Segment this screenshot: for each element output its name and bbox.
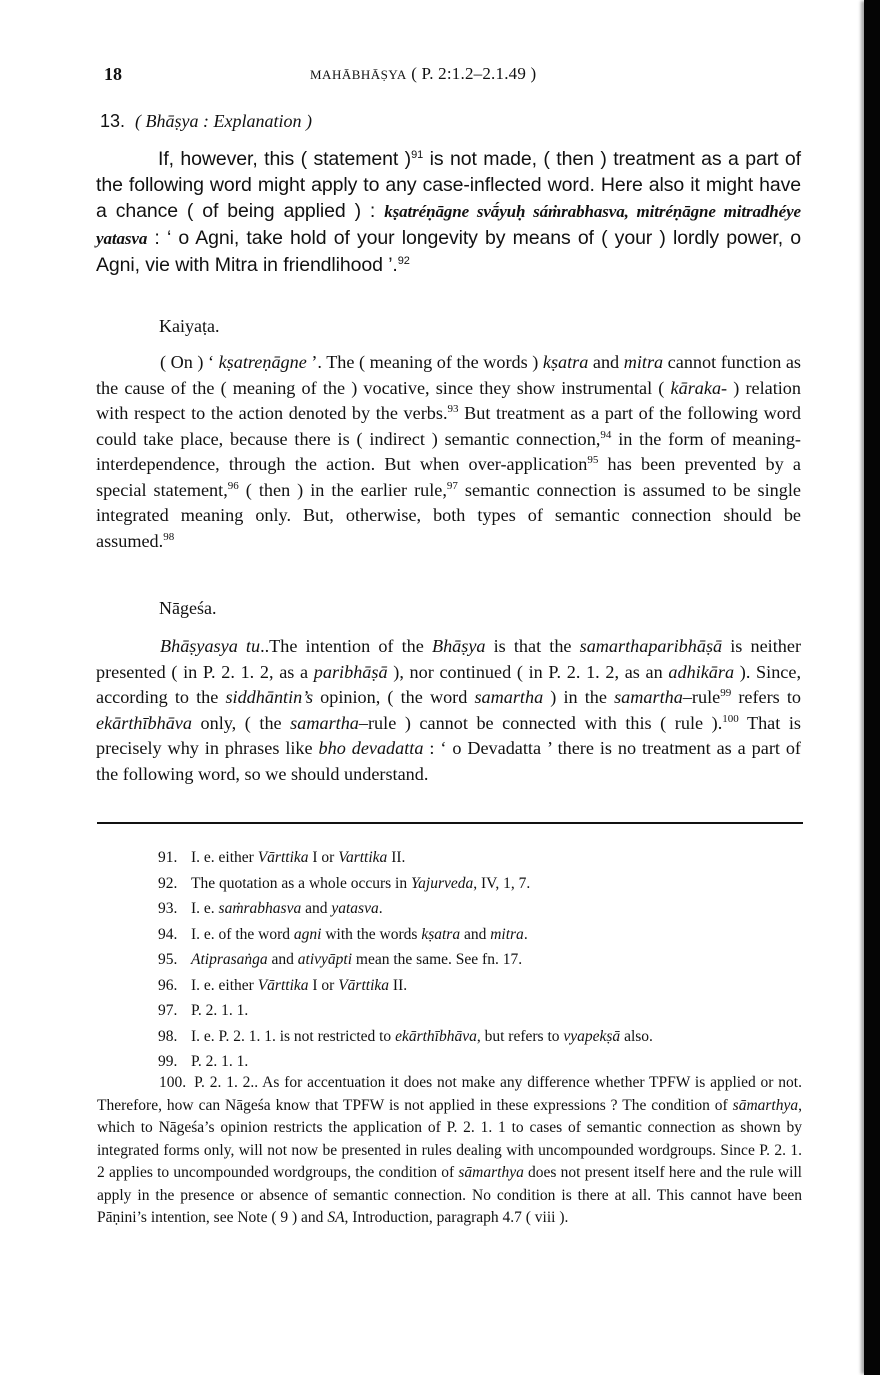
text: is that the [485, 636, 580, 656]
section-heading [100, 111, 312, 132]
footnote-97 [158, 998, 808, 1024]
term: samartha [474, 687, 544, 707]
term: siddhāntin’s [225, 687, 314, 707]
footnote-94 [158, 922, 808, 948]
footnote-number: 91. [158, 849, 178, 866]
text: and [588, 352, 624, 372]
text: If, however, this ( statement ) [158, 148, 412, 170]
footnote-93 [158, 896, 808, 922]
bhasya-paragraph [96, 146, 801, 278]
footnote-number: 98. [158, 1027, 178, 1045]
footnotes-list [158, 845, 808, 1075]
footnote-text: I. e. either Vārttika I or Vārttika II. [191, 976, 408, 994]
term: Bhāṣya [431, 636, 486, 656]
text: opinion, ( the word [313, 687, 475, 707]
footnote-98 [158, 1024, 808, 1050]
term: bho devadatta [318, 738, 424, 758]
term: Bhāṣyasya tu [160, 636, 261, 656]
text: ( then ) in the earlier rule, [238, 479, 447, 500]
footnote-number: 97. [158, 1002, 178, 1019]
footnote-ref-97[interactable]: 97 [446, 479, 458, 492]
text: ’. The ( meaning of the words ) [306, 352, 543, 372]
kaiyata-commentary [96, 350, 801, 554]
text: That is precisely why in phrases like [96, 712, 801, 758]
footnote-99 [158, 1049, 808, 1075]
nagesa-heading: Nāgeśa. [159, 598, 217, 618]
footnote-ref-98[interactable]: 98 [163, 530, 175, 543]
term: kṣatra [542, 352, 589, 372]
footnote-96 [158, 973, 808, 999]
footnote-text: The quotation as a whole occurs in Yajurveda, IV, 1, 7. [191, 874, 531, 892]
text: cannot function as the cause of the ( meaning of the ) vocative, since they show instrumental ( [96, 352, 802, 398]
term: SA [327, 1209, 345, 1226]
text: is neither presented ( in P. 2. 1. 2, as a [96, 636, 801, 682]
sutra-range: ( P. 2:1.2–2.1.49 ) [411, 64, 537, 83]
footnote-number: 92. [158, 874, 178, 892]
footnote-text: I. e. P. 2. 1. 1. is not restricted to ekārthībhāva, but refers to vyapekṣā also. [191, 1027, 653, 1045]
text: –rule [682, 687, 721, 707]
term: mitra [623, 352, 664, 372]
text: ( On ) ‘ [160, 352, 219, 372]
term: kāraka- [670, 377, 728, 398]
footnote-number: 100. [159, 1074, 187, 1091]
footnote-text: P. 2. 1. 1. [191, 1053, 249, 1070]
text: does not present itself here and the rule will apply in the presence or absence of semantic connection. No condition is there at all. This cannot have been Pāṇini’s intention, see Note ( 9 ) and [97, 1164, 802, 1226]
footnote-100 [97, 1072, 802, 1230]
scan-binding-shadow [864, 0, 880, 1375]
footnote-ref-93[interactable]: 93 [447, 403, 459, 415]
footnote-text: Atiprasaṅga and ativyāpti mean the same. See fn. 17. [191, 951, 523, 968]
text: semantic connection is assumed to be single integrated meaning only. But, otherwise, both types of semantic connection should be assumed. [96, 479, 801, 551]
footnote-number: 99. [158, 1053, 178, 1070]
text: –rule ) cannot be connected with this ( rule ). [358, 712, 723, 733]
footnote-ref-91[interactable]: 91 [411, 149, 424, 161]
term: sāmarthya [732, 1096, 799, 1114]
term: kṣatreṇāgne [218, 352, 307, 372]
kaiyata-heading: Kaiyaṭa. [159, 316, 220, 336]
text: ..The intention of the [260, 636, 432, 656]
text: ). Since, according to the [96, 661, 801, 707]
footnote-ref-99[interactable]: 99 [720, 687, 732, 699]
text: in the form of meaning-interdependence, through the action. But when over-application [96, 428, 801, 474]
page-number: 18 [104, 64, 122, 84]
text: : ‘ o Devadatta ’ there is no treatment as a part of the following word, so we should understand. [96, 738, 801, 784]
footnote-text: P. 2. 1. 1. [191, 1002, 249, 1019]
text: P. 2. 1. 2.. As for accentuation it does not make any difference whether TPFW is applied or not. Therefore, how can Nāgeśa know that TPFW is not applied in these expressions ? The condition of [97, 1074, 802, 1114]
running-head [100, 64, 800, 86]
footnote-91 [158, 845, 808, 871]
footnote-ref-94[interactable]: 94 [600, 428, 612, 441]
footnote-number: 96. [158, 976, 178, 994]
text: refers to [731, 687, 801, 707]
text: ) in the [543, 687, 615, 707]
nagesa-commentary [96, 634, 801, 787]
footnote-ref-96[interactable]: 96 [227, 479, 239, 492]
footnote-text: I. e. saṁrabhasva and yatasva. [191, 900, 383, 917]
text: : ‘ o Agni, take hold of your longevity by means of ( your ) lordly power, o Agni, vie with Mitra in friendlihood ’. [96, 227, 801, 276]
term: sāmarthya [458, 1164, 524, 1181]
term: ekārthībhāva [96, 712, 192, 733]
text: is not made, ( then ) treatment as a part of the following word might apply to any case-inflected word. Here also it might have a chance ( of being applied ) : [96, 148, 801, 222]
footnote-number: 94. [158, 925, 178, 943]
term: samartha [290, 712, 359, 733]
footnote-ref-95[interactable]: 95 [587, 454, 599, 466]
section-number: 13. [100, 111, 126, 131]
book-title: MAHĀBHĀṢYA [310, 67, 407, 82]
footnote-text: I. e. either Vārttika I or Varttika II. [191, 849, 406, 866]
footnote-ref-100[interactable]: 100 [722, 712, 739, 725]
term: samarthaparibhāṣā [579, 636, 723, 656]
vedic-quotation: kṣatréṇāgne svā́yuḥ sáṁrabhasva, mitréṇāgne mitradhéye yatasva [96, 202, 801, 248]
running-title [310, 64, 536, 84]
text: ), nor continued ( in P. 2. 1. 2, as an [387, 661, 669, 682]
term: paribhāṣā [313, 661, 388, 682]
text: But treatment as a part of the following word could take place, because there is ( indirect ) semantic connection, [96, 403, 801, 449]
footnote-separator [97, 822, 803, 824]
text: , Introduction, paragraph 4.7 ( viii ). [344, 1209, 569, 1226]
footnote-92 [158, 871, 808, 897]
term: samartha [614, 687, 683, 707]
footnote-95 [158, 947, 808, 973]
text: , which to Nāgeśa’s opinion restricts the application of P. 2. 1. 1 to cases of semantic connection as shown by integrated forms only, will not now be presented in rules dealing with uncompounded wordgroups. Since P. 2. 1. 2 applies to uncompounded wordgroups, the condition of [97, 1096, 802, 1181]
footnote-number: 93. [158, 900, 178, 917]
text: ) relation with respect to the action denoted by the verbs. [96, 377, 801, 423]
text: has been prevented by a special statement, [96, 454, 801, 500]
footnote-ref-92[interactable]: 92 [397, 255, 410, 267]
footnote-text: I. e. of the word agni with the words kṣatra and mitra. [191, 925, 528, 943]
kaiyata-paragraph [96, 350, 801, 554]
term: adhikāra [668, 661, 735, 682]
section-title: ( Bhāṣya : Explanation ) [135, 111, 312, 131]
bhasya-translation [96, 146, 801, 278]
text: only, ( the [191, 712, 291, 733]
nagesa-paragraph [96, 634, 801, 787]
footnote-number: 95. [158, 951, 178, 968]
